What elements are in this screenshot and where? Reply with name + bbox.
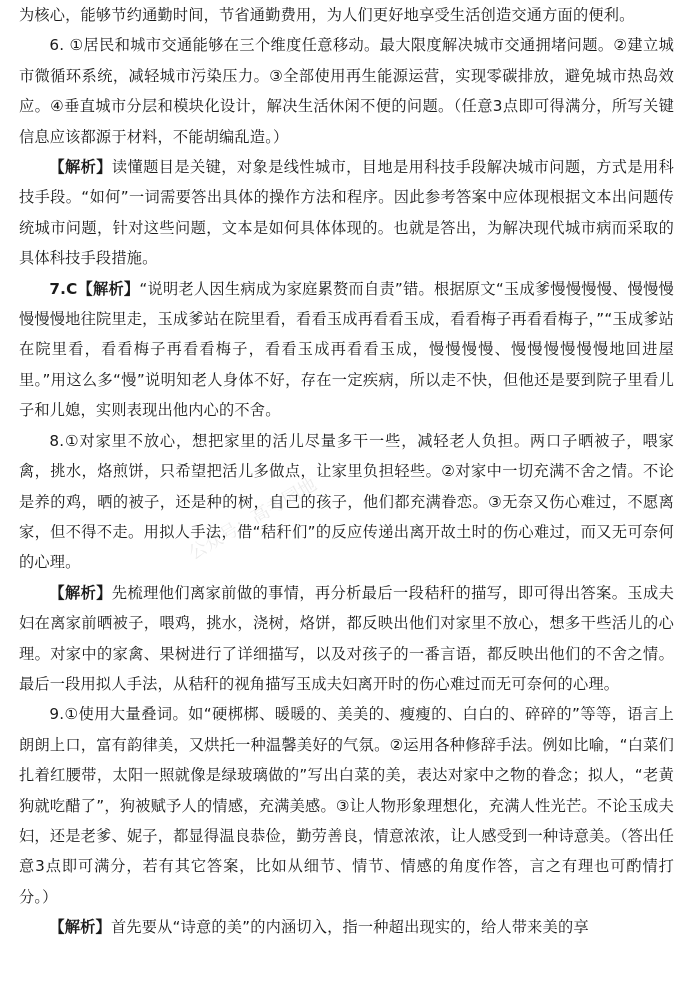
paragraph-text: “说明老人因生病成为家庭累赘而自责”错。根据原文“玉成爹慢慢慢慢、慢慢慢慢慢慢地往院里走，玉成爹站在院里看，看看玉成再看看玉成，看看梅子再看看梅子，”“玉成爹站在院里看，看看梅子再看看梅子，看看玉成再看看玉成，慢慢慢慢、慢慢慢慢慢慢地回进屋里。”用这么多“慢”说明知老人身体不好，存在一定疾病，所以走不快，但他还是要到院子里看儿子和儿媳，实则表现出他内心的不舍。 (19, 279, 674, 420)
paragraph (19, 274, 674, 426)
paragraph (19, 426, 674, 578)
analysis-label: 7.C【解析】 (49, 279, 140, 298)
paragraph-text: 为核心，能够节约通勤时间，节省通勤费用，为人们更好地享受生活创造交通方面的便利。 (19, 6, 635, 24)
paragraph-text: 读懂题目是关键，对象是线性城市，目地是用科技手段解决城市问题，方式是用科技手段。“如何”一词需要答出具体的操作方法和程序。因此参考答案中应体现根据文本出问题传统城市问题，针对这些问题，文本是如何具体体现的。也就是答出，为解决现代城市病而采取的具体科技手段措施。 (19, 158, 674, 268)
paragraph (19, 912, 674, 942)
paragraph (19, 152, 674, 274)
answer-document (19, 0, 674, 943)
paragraph-text: 8.①对家里不放心，想把家里的活儿尽量多干一些，减轻老人负担。两口子晒被子，喂家禽，挑水，烙煎饼，只希望把活儿多做点，让家里负担轻些。②对家中一切充满不舍之情。不论是养的鸡，晒的被子，还是种的树，自己的孩子，他们都充满眷恋。③无奈又伤心难过，不愿离家，但不得不走。用拟人手法，借“秸秆们”的反应传递出离开故土时的伤心难过，而又无可奈何的心理。 (19, 431, 674, 572)
paragraph-text: 6. ①居民和城市交通能够在三个维度任意移动。最大限度解决城市交通拥堵问题。②建立城市微循环系统，减轻城市污染压力。③全部使用再生能源运营，实现零碳排放，避免城市热岛效应。④垂直城市分层和模块化设计，解决生活休闲不便的问题。（任意3点即可得满分，所写关键信息应该都源于材料，不能胡编乱造。） (19, 36, 674, 146)
paragraph (19, 699, 674, 912)
paragraph (19, 30, 674, 152)
paragraph (19, 578, 674, 700)
paragraph (19, 0, 674, 30)
analysis-label: 【解析】 (49, 918, 111, 937)
watermark: 公众号：高考园地 (185, 474, 321, 565)
paragraph-text: 首先要从“诗意的美”的内涵切入，指一种超出现实的，给人带来美的享 (110, 918, 589, 937)
analysis-label: 【解析】 (49, 583, 112, 602)
paragraph-text: 9.①使用大量叠词。如“硬梆梆、暖暖的、美美的、瘦瘦的、白白的、碎碎的”等等，语言上朗朗上口，富有韵律美，又烘托一种温馨美好的气氛。②运用各种修辞手法。例如比喻，“白菜们扎着红腰带，太阳一照就像是绿玻璃做的”写出白菜的美，表达对家中之物的眷念；拟人，“老黄狗就吃醋了”，狗被赋予人的情感，充满美感。③让人物形象理想化，充满人性光芒。不论玉成夫妇，还是老爹、妮子，都显得温良恭俭，勤劳善良，情意浓浓，让人感受到一种诗意美。（答出任意3点即可满分，若有其它答案，比如从细节、情节、情感的角度作答，言之有理也可酌情打分。） (19, 705, 674, 906)
paragraph-text: 先梳理他们离家前做的事情，再分析最后一段秸秆的描写，即可得出答案。玉成夫妇在离家前晒被子，喂鸡，挑水，浇树，烙饼，都反映出他们对家里不放心，想多干些活儿的心理。对家中的家禽、果树进行了详细描写，以及对孩子的一番言语，都反映出他们的不舍之情。最后一段用拟人手法，从秸秆的视角描写玉成夫妇离开时的伤心难过而无可奈何的心理。 (19, 583, 674, 693)
analysis-label: 【解析】 (49, 158, 112, 177)
